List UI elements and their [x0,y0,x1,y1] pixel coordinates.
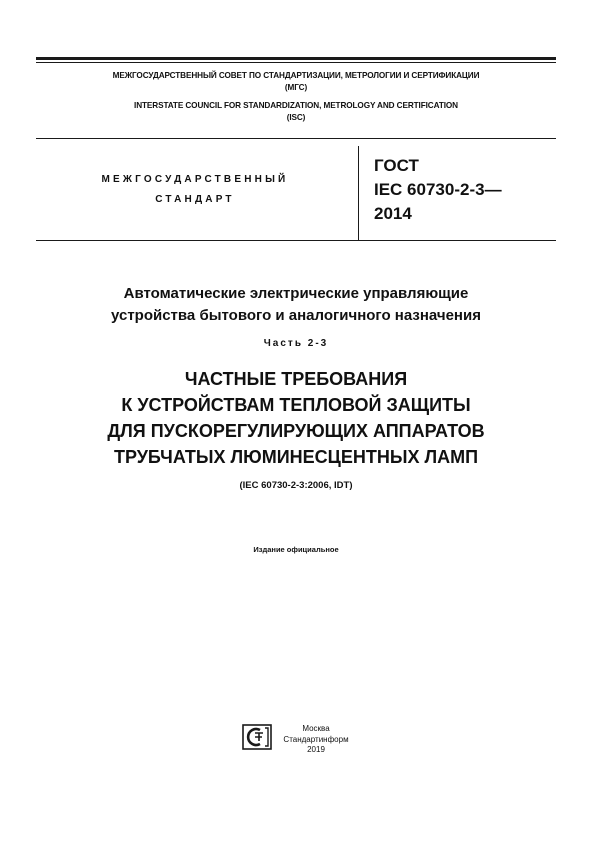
council-ru: МЕЖГОСУДАРСТВЕННЫЙ СОВЕТ ПО СТАНДАРТИЗАЦИИ, МЕТРОЛОГИИ И СЕРТИФИКАЦИИ [112,71,480,80]
top-rule-thin [36,62,556,63]
upper-divider [36,138,556,139]
lower-divider [36,240,556,241]
designation-line1: ГОСТ [374,156,419,175]
edition-note: Издание официальное [253,545,339,554]
publisher-block [276,724,356,756]
iec-reference: (IEC 60730-2-3:2006, IDT) [239,480,353,491]
publisher-name: Стандартинформ [283,734,349,744]
council-en-abbr: (ISC) [286,113,306,122]
specific-title-line3: ДЛЯ ПУСКОРЕГУЛИРУЮЩИХ АППАРАТОВ [107,421,485,441]
designation-line3: 2014 [374,204,412,223]
part-number: Часть 2-3 [263,338,329,349]
specific-title-line1: ЧАСТНЫЕ ТРЕБОВАНИЯ [184,369,408,389]
standard-type-line2: СТАНДАРТ [155,194,235,205]
designation-block [374,154,502,226]
standard-type-line1: МЕЖГОСУДАРСТВЕННЫЙ [101,174,289,185]
specific-title-line4: ТРУБЧАТЫХ ЛЮМИНЕСЦЕНТНЫХ ЛАМП [113,447,479,467]
title-line1: Автоматические электрические управляющие [123,285,469,302]
council-en: INTERSTATE COUNCIL FOR STANDARDIZATION, METROLOGY AND CERTIFICATION [134,101,458,110]
top-rule-thick [36,57,556,60]
title-line2: устройства бытового и аналогичного назначения [111,307,481,324]
designation-separator [358,146,359,241]
designation-line2: IEC 60730-2-3— [374,180,502,199]
specific-title-line2: К УСТРОЙСТВАМ ТЕПЛОВОЙ ЗАЩИТЫ [121,395,471,415]
publisher-city: Москва [302,724,330,733]
standartinform-logo-icon [242,724,272,750]
publisher-year: 2019 [307,745,325,754]
council-ru-abbr: (МГС) [284,83,308,92]
